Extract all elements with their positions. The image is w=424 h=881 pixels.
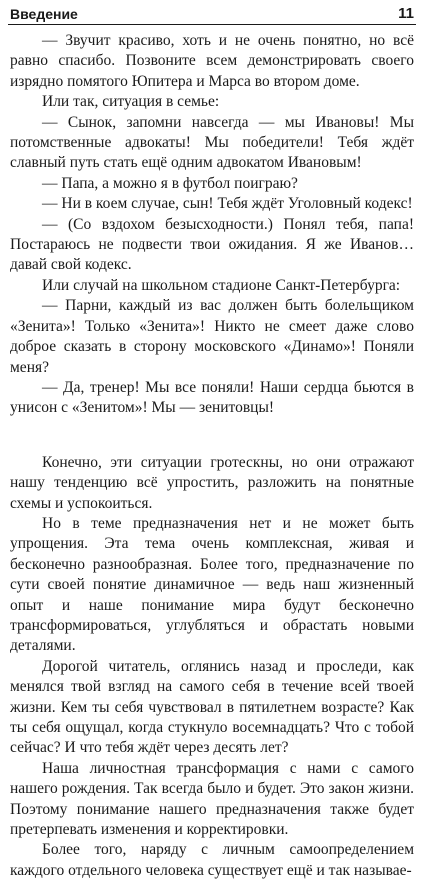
paragraph: — Да, тренер! Мы все поняли! Наши сердца бьются в унисон с «Зенитом»! Мы — зенитовцы! [10,378,414,417]
page-body [10,31,414,881]
paragraph: — Сынок, запомни навсегда — мы Ивановы! Мы потомственные адвокаты! Мы победители! Тебя ждёт славный путь стать ещё одним адвокатом Ивановым! [10,113,414,172]
paragraph: — Парни, каждый из вас должен быть болельщиком «Зенита»! Только «Зенита»! Никто не смеет даже слово доброе сказать в сторону московского «Динамо»! Поняли меня? [10,297,414,376]
paragraph: — Ни в коем случае, сын! Тебя ждёт Уголовный кодекс! [42,195,413,213]
paragraph: Дорогой читатель, оглянись назад и проследи, как менялся твой взгляд на самого себя в течение всей твоей жизни. Кем ты себя чувствовал в пятилетнем возрасте? Как ты себя ощущал, когда стукнуло восемнадцать? Что с тобой сейчас? И что тебя ждёт через десять лет? [10,657,414,757]
running-header [8,0,416,25]
section-title: Введение [10,6,78,22]
paragraph: Но в теме предназначения нет и не может быть упрощения. Эта тема очень комплексная, живая и бесконечно разнообразная. Более того, предназначение по сути своей понятие динамичное — ведь наш жизненный опыт и наше понимание мира будут бесконечно трансформироваться, углубляться и обрастать новыми деталями. [10,514,414,655]
paragraph: — (Со вздохом безысходности.) Понял тебя, папа! Постараюсь не подвести твои ожидания. Я же Иванов… давай свой кодекс. [10,215,414,274]
paragraph: Или так, ситуация в семье: [42,93,220,111]
paragraph: Наша личностная трансформация с нами с самого нашего рождения. Так всегда было и будет. Это закон жизни. Поэтому понимание нашего предназначения также будет претерпевать изменения и корректировки. [10,759,414,839]
paragraph: Конечно, эти ситуации гротескны, но они отражают нашу тенденцию всё упростить, разложить на понятные схемы и успокоиться. [10,453,414,512]
paragraph: — Звучит красиво, хоть и не очень понятно, но всё равно спасибо. Позвоните всем демонстрировать своего изрядно помятого Юпитера и Марса во втором доме. [10,32,414,90]
paragraph: — Папа, а можно я в футбол поиграю? [42,174,298,192]
section-break [10,419,414,453]
paragraph: Или случай на школьном стадионе Санкт-Петербурга: [42,276,401,294]
page-number: 11 [398,5,414,22]
paragraph: Более того, наряду с личным самоопределением каждого отдельного человека существует ещё и так называе- [10,841,414,879]
